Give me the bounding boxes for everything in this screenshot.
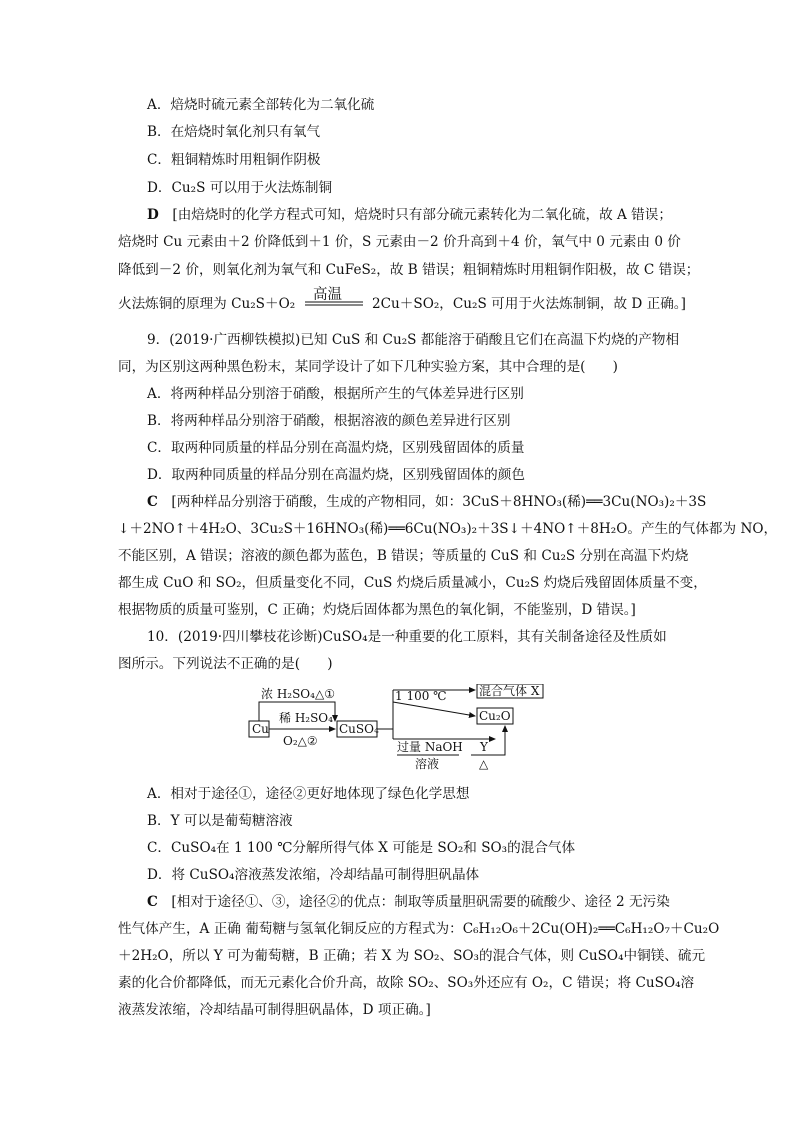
- solution-label: 溶液: [415, 757, 440, 771]
- explanation-line: 都生成 CuO 和 SO₂，但质量变化不同，CuS 灼烧后质量减小，Cu₂S 灼烧后残留固体质量不变，: [118, 575, 707, 591]
- temperature-label: 1 100 ℃: [395, 689, 447, 703]
- option-b: B．将两种样品分别溶于硝酸，根据溶液的颜色差异进行区别: [147, 413, 511, 429]
- heat-label: △: [479, 757, 489, 771]
- reaction-equals-sign: [305, 300, 363, 308]
- answer-explanation-line: D [由焙烧时的化学方程式可知，焙烧时只有部分硫元素转化为二氧化硫，故 A 错误；: [147, 207, 672, 223]
- reaction-condition: 高温: [313, 287, 342, 303]
- explanation-line: 液蒸发浓缩，冷却结晶可制得胆矾晶体，D 项正确。]: [118, 1002, 431, 1018]
- option-c: C．CuSO₄在 1 100 ℃分解所得气体 X 可能是 SO₂和 SO₃的混合气体: [147, 840, 576, 856]
- question-stem: 图所示。下列说法不正确的是( ): [118, 656, 333, 672]
- cuso4-label: CuSO₄: [339, 722, 379, 736]
- option-b: B．Y 可以是葡萄糖溶液: [147, 813, 293, 829]
- explanation-line: 不能区别，A 错误；溶液的颜色都为蓝色，B 错误；等质量的 CuS 和 Cu₂S 分别在高温下灼烧: [118, 548, 689, 564]
- answer-explanation-line: C [两种样品分别溶于硝酸，生成的产物相同，如：3CuS＋8HNO₃(稀)══3Cu(NO₃)₂＋3S: [147, 494, 707, 510]
- option-c: C．粗铜精炼时用粗铜作阴极: [147, 152, 321, 168]
- answer-letter: C: [147, 494, 158, 510]
- route2-bottom-label: O₂△②: [283, 734, 318, 748]
- cu2o-arrow: [393, 702, 475, 716]
- answer-letter: D: [147, 207, 159, 223]
- option-d: D．将 CuSO₄溶液蒸发浓缩，冷却结晶可制得胆矾晶体: [147, 867, 480, 883]
- cu2o-label: Cu₂O: [479, 709, 511, 723]
- answer-explanation-line: C [相对于途径①、③，途径②的优点：制取等质量胆矾需要的硫酸少、途径 2 无污染: [147, 894, 670, 910]
- answer-letter: C: [147, 894, 158, 910]
- option-a: A．焙烧时硫元素全部转化为二氧化硫: [147, 97, 375, 113]
- naoh-label: 过量 NaOH: [397, 740, 463, 754]
- question-stem: 10．(2019·四川攀枝花诊断)CuSO₄是一种重要的化工原料，其有关制备途径及性质如: [147, 629, 667, 645]
- option-d: D．取两种同质量的样品分别在高温灼烧，区别残留固体的颜色: [147, 467, 525, 483]
- question-stem: 同，为区别这两种黑色粉末，某同学设计了如下几种实验方案，其中合理的是( ): [118, 359, 618, 375]
- explanation-line: 火法炼铜的原理为 Cu₂S＋O₂: [118, 296, 296, 312]
- question-stem: 9．(2019·广西柳铁模拟)已知 CuS 和 Cu₂S 都能溶于硝酸且它们在高温下灼烧的产物相: [147, 332, 680, 348]
- explanation-line: 2Cu＋SO₂，Cu₂S 可用于火法炼制铜，故 D 正确。]: [372, 296, 686, 312]
- explanation-line: 素的化合价都降低，而无元素化合价升高，故除 SO₂、SO₃外还应有 O₂，C 错误；将 CuSO₄溶: [118, 975, 695, 991]
- explanation-line: 焙烧时 Cu 元素由＋2 价降低到＋1 价，S 元素由－2 价升高到＋4 价，氧气中 0 元素由 0 价: [118, 234, 681, 250]
- route2-top-label: 稀 H₂SO₄: [279, 711, 333, 725]
- option-a: A．将两种样品分别溶于硝酸，根据所产生的气体差异进行区别: [147, 386, 524, 402]
- y-label: Y: [480, 740, 488, 754]
- option-d: D．Cu₂S 可以用于火法炼制铜: [147, 180, 333, 196]
- cu-label: Cu: [252, 722, 269, 736]
- explanation-line: ＋2H₂O，所以 Y 可为葡萄糖，B 正确；若 X 为 SO₂、SO₃的混合气体，则 CuSO₄中铜镁、硫元: [118, 948, 706, 964]
- option-b: B．在焙烧时氧化剂只有氧气: [147, 124, 321, 140]
- option-a: A．相对于途径①，途径②更好地体现了绿色化学思想: [147, 786, 470, 802]
- explanation-line: 性气体产生，A 正确 葡萄糖与氢氧化铜反应的方程式为：C₆H₁₂O₆＋2Cu(OH)₂══C₆H₁₂O₇＋Cu₂O: [118, 921, 720, 937]
- y-to-cu2o-arrow: [501, 726, 505, 755]
- explanation-line: 降低到－2 价，则氧化剂为氧气和 CuFeS₂，故 B 错误；粗铜精炼时用粗铜作阳极，故 C 错误；: [118, 262, 700, 278]
- option-c: C．取两种同质量的样品分别在高温灼烧，区别残留固体的质量: [147, 440, 525, 456]
- cuso4-flow-diagram: [245, 684, 545, 772]
- route1-label: 浓 H₂SO₄△①: [261, 687, 335, 701]
- mixed-gas-label: 混合气体 X: [479, 684, 540, 698]
- explanation-line: 根据物质的质量可鉴别，C 正确；灼烧后固体都为黑色的氧化铜，不能鉴别，D 错误。]: [118, 602, 636, 618]
- explanation-line: ↓＋2NO↑＋4H₂O、3Cu₂S＋16HNO₃(稀)══6Cu(NO₃)₂＋3S↓＋4NO↑＋8H₂O。产生的气体都为 NO，: [118, 521, 778, 537]
